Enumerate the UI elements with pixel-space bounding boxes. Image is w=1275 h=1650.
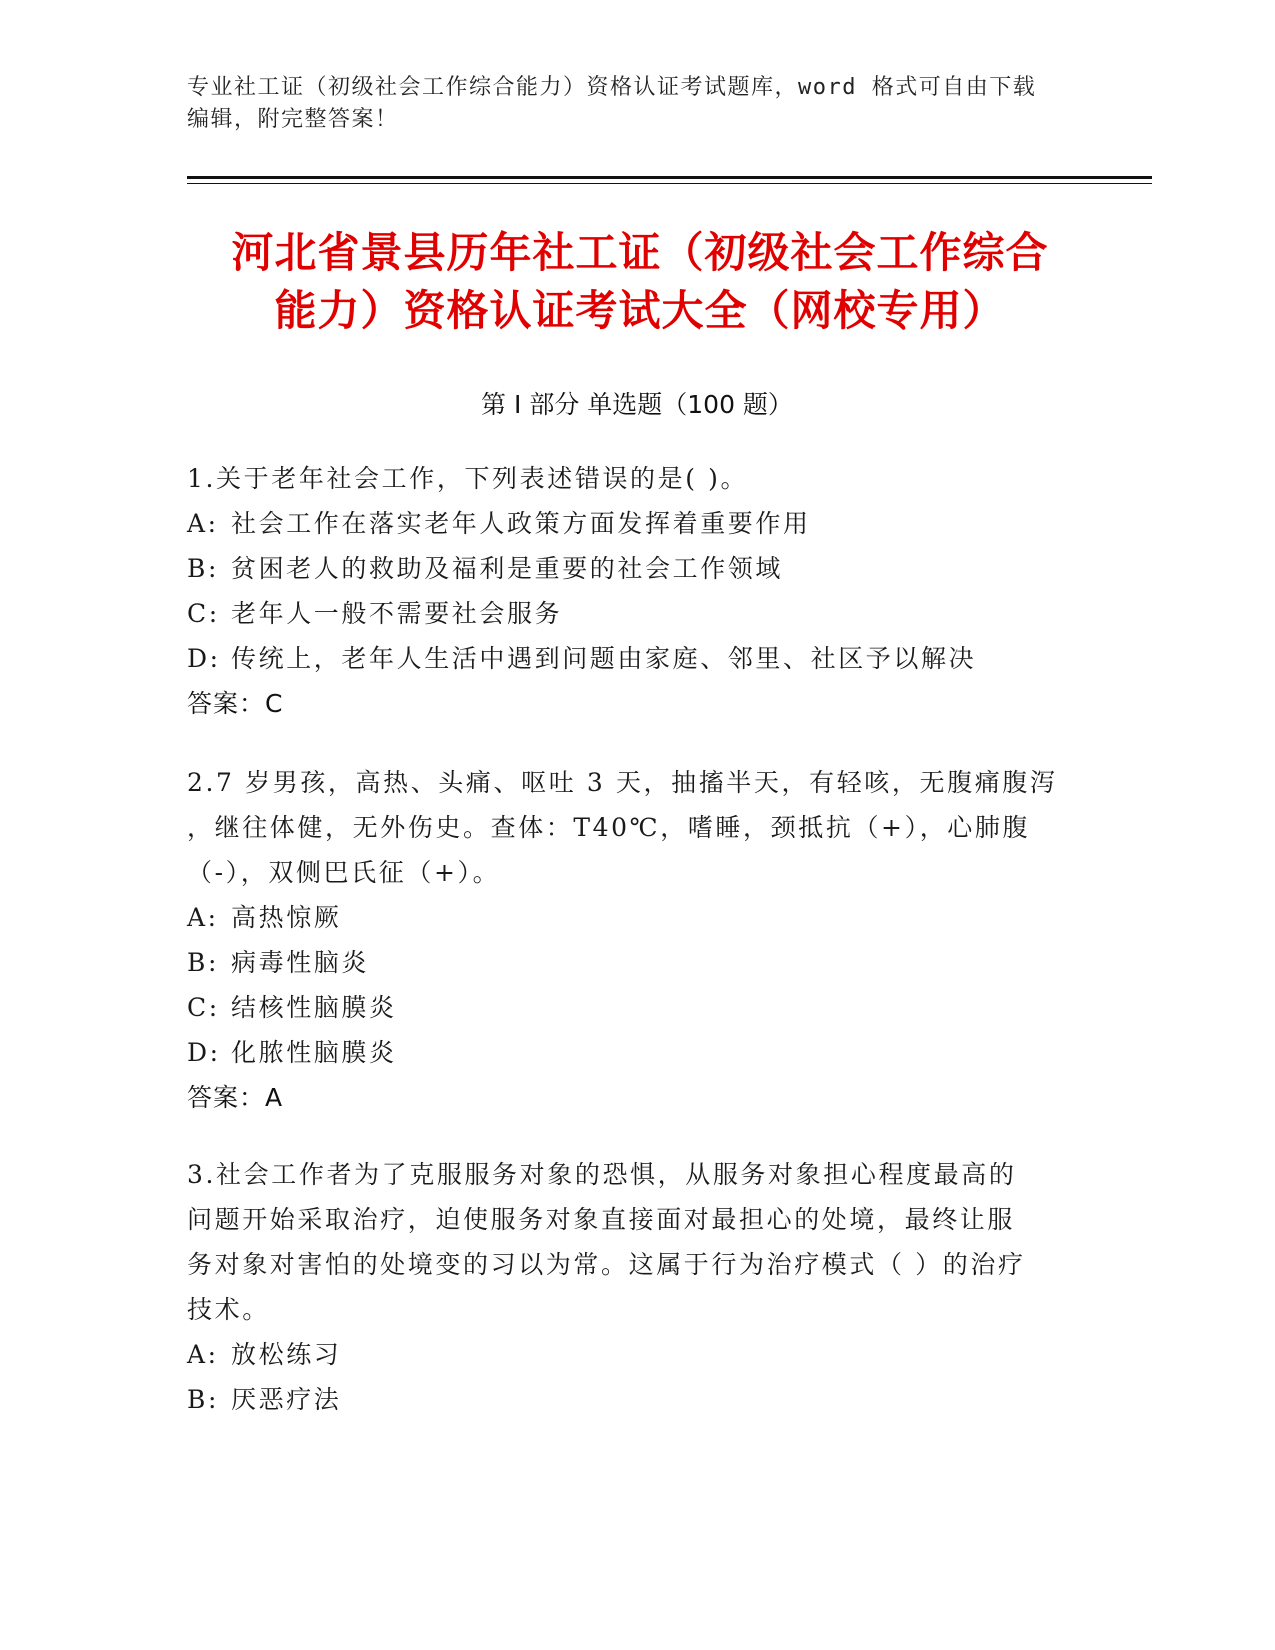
question-stem-line: ，继往体健，无外伤史。查体：T40℃，嗜睡，颈抵抗（+），心肺腹 <box>187 813 1031 842</box>
option-c <box>187 591 1087 636</box>
option-key: B: <box>187 1385 219 1414</box>
option-text: 结核性脑膜炎 <box>231 993 397 1022</box>
document-title-line-2: 能力）资格认证考试大全（网校专用） <box>274 286 1006 335</box>
section-title: 第 I 部分 单选题（100 题） <box>481 390 793 419</box>
option-key: A: <box>187 1340 219 1369</box>
option-b <box>187 1377 1087 1422</box>
option-text: 病毒性脑炎 <box>231 948 370 977</box>
question-stem-line: 务对象对害怕的处境变的习以为常。这属于行为治疗模式（ ）的治疗 <box>187 1250 1026 1279</box>
question-2 <box>187 760 1087 1120</box>
header-note <box>187 72 1087 136</box>
option-text: 厌恶疗法 <box>231 1385 342 1414</box>
option-key: C: <box>187 599 220 628</box>
option-a <box>187 501 1087 546</box>
option-d <box>187 636 1087 681</box>
question-3 <box>187 1152 1087 1422</box>
option-text: 贫困老人的救助及福利是重要的社会工作领域 <box>231 554 784 583</box>
question-stem-line: 问题开始采取治疗，迫使服务对象直接面对最担心的处境，最终让服 <box>187 1205 1016 1234</box>
option-text: 社会工作在落实老年人政策方面发挥着重要作用 <box>231 509 811 538</box>
option-key: A: <box>187 903 219 932</box>
option-c <box>187 985 1087 1030</box>
option-b <box>187 546 1087 591</box>
question-stem-line: （-），双侧巴氏征（+）。 <box>187 858 501 887</box>
document-title <box>190 224 1090 340</box>
question-stem-line: 3.社会工作者为了克服服务对象的恐惧，从服务对象担心程度最高的 <box>187 1160 1017 1189</box>
option-key: B: <box>187 948 219 977</box>
header-note-line-1: 专业社工证（初级社会工作综合能力）资格认证考试题库，word 格式可自由下载 <box>187 75 1037 100</box>
option-key: D: <box>187 644 221 673</box>
option-text: 放松练习 <box>231 1340 342 1369</box>
option-text: 传统上，老年人生活中遇到问题由家庭、邻里、社区予以解决 <box>231 644 977 673</box>
header-divider-thin <box>187 183 1152 184</box>
option-b <box>187 940 1087 985</box>
answer: 答案：A <box>187 1083 284 1112</box>
option-key: B: <box>187 554 219 583</box>
question-stem-line: 2.7 岁男孩，高热、头痛、呕吐 3 天，抽搐半天，有轻咳，无腹痛腹泻 <box>187 768 1058 797</box>
answer: 答案：C <box>187 689 284 718</box>
option-a <box>187 1332 1087 1377</box>
question-stem-line: 技术。 <box>187 1295 270 1324</box>
document-title-line-1: 河北省景县历年社工证（初级社会工作综合 <box>231 228 1049 277</box>
question-1 <box>187 456 1087 726</box>
option-key: A: <box>187 509 219 538</box>
option-text: 化脓性脑膜炎 <box>231 1038 397 1067</box>
header-note-line-2: 编辑，附完整答案！ <box>187 107 399 132</box>
option-text: 老年人一般不需要社会服务 <box>231 599 563 628</box>
option-d <box>187 1030 1087 1075</box>
option-key: D: <box>187 1038 221 1067</box>
question-stem: 1.关于老年社会工作，下列表述错误的是( )。 <box>187 464 749 493</box>
option-text: 高热惊厥 <box>231 903 342 932</box>
option-a <box>187 895 1087 940</box>
option-key: C: <box>187 993 220 1022</box>
header-divider-thick <box>187 176 1152 179</box>
